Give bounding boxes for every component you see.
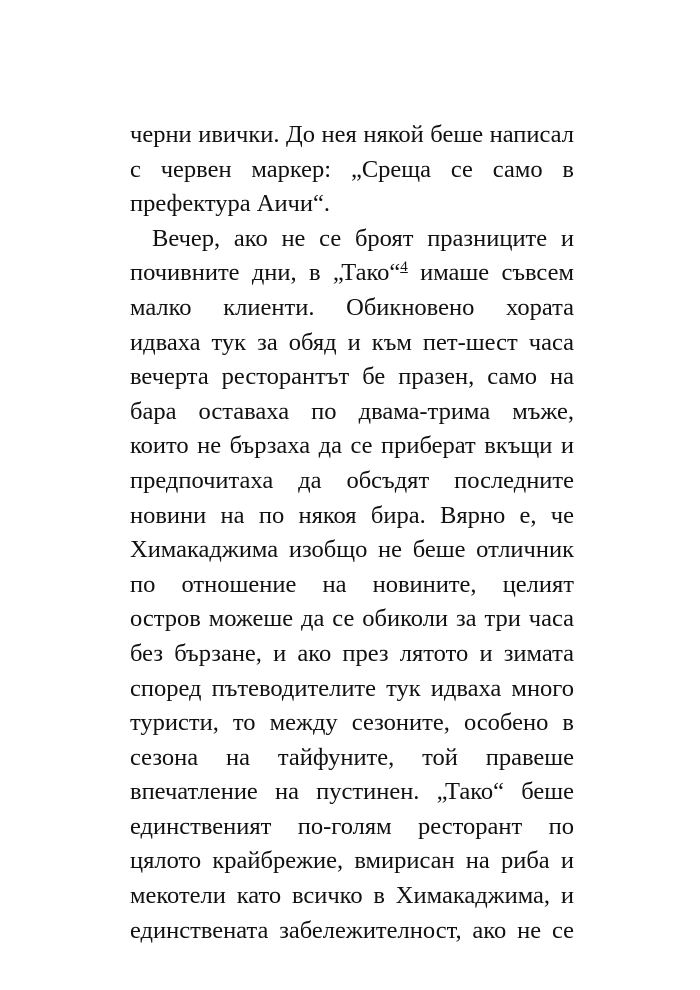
- text-line: които не бързаха да се приберат вкъщи и: [130, 432, 574, 460]
- text-line: предпочитаха да обсъдят последните: [130, 466, 574, 494]
- text-line: по отношение на новините, целият: [130, 570, 574, 598]
- text-line: без бързане, и ако през лятото и зимата: [130, 639, 574, 667]
- text-line-with-footnote: [130, 256, 574, 291]
- book-page-text: [130, 118, 574, 948]
- text-line: бара оставаха по двама-трима мъже,: [130, 397, 574, 425]
- text-line: малко клиенти. Обикновено хората: [130, 293, 574, 321]
- text-line: с червен маркер: „Среща се само в: [130, 155, 574, 183]
- text-line: вечерта ресторантът бе празен, само на: [130, 363, 574, 391]
- text-line: остров можеше да се обиколи за три часа: [130, 605, 574, 633]
- text-line: туристи, то между сезоните, особено в: [130, 709, 574, 737]
- text-line: сезона на тайфуните, той правеше: [130, 743, 574, 771]
- text-line: новини на по някоя бира. Вярно е, че: [130, 501, 574, 529]
- footnote-reference-link[interactable]: 4: [400, 259, 408, 276]
- text-line: мекотели като всичко в Химакаджима, и: [130, 882, 574, 910]
- text-line: единственият по-голям ресторант по: [130, 812, 574, 840]
- text-line: единствената забележителност, ако не се: [130, 916, 574, 944]
- text-line: според пътеводителите тук идваха много: [130, 674, 574, 702]
- text-fragment: почивните дни, в „Тако“: [130, 259, 401, 287]
- text-line: цялото крайбрежие, вмирисан на риба и: [130, 847, 574, 875]
- paragraph-first-line: Вечер, ако не се броят празниците и: [152, 224, 574, 252]
- text-line: префектура Аичи“.: [130, 190, 330, 218]
- text-line: идваха тук за обяд и към пет-шест часа: [130, 328, 574, 356]
- text-fragment: имаше съвсем: [407, 259, 574, 287]
- text-line: впечатление на пустинен. „Тако“ беше: [130, 778, 574, 806]
- text-line: Химакаджима изобщо не беше отличник: [130, 536, 574, 564]
- text-line: черни ивички. До нея някой беше написал: [130, 121, 574, 148]
